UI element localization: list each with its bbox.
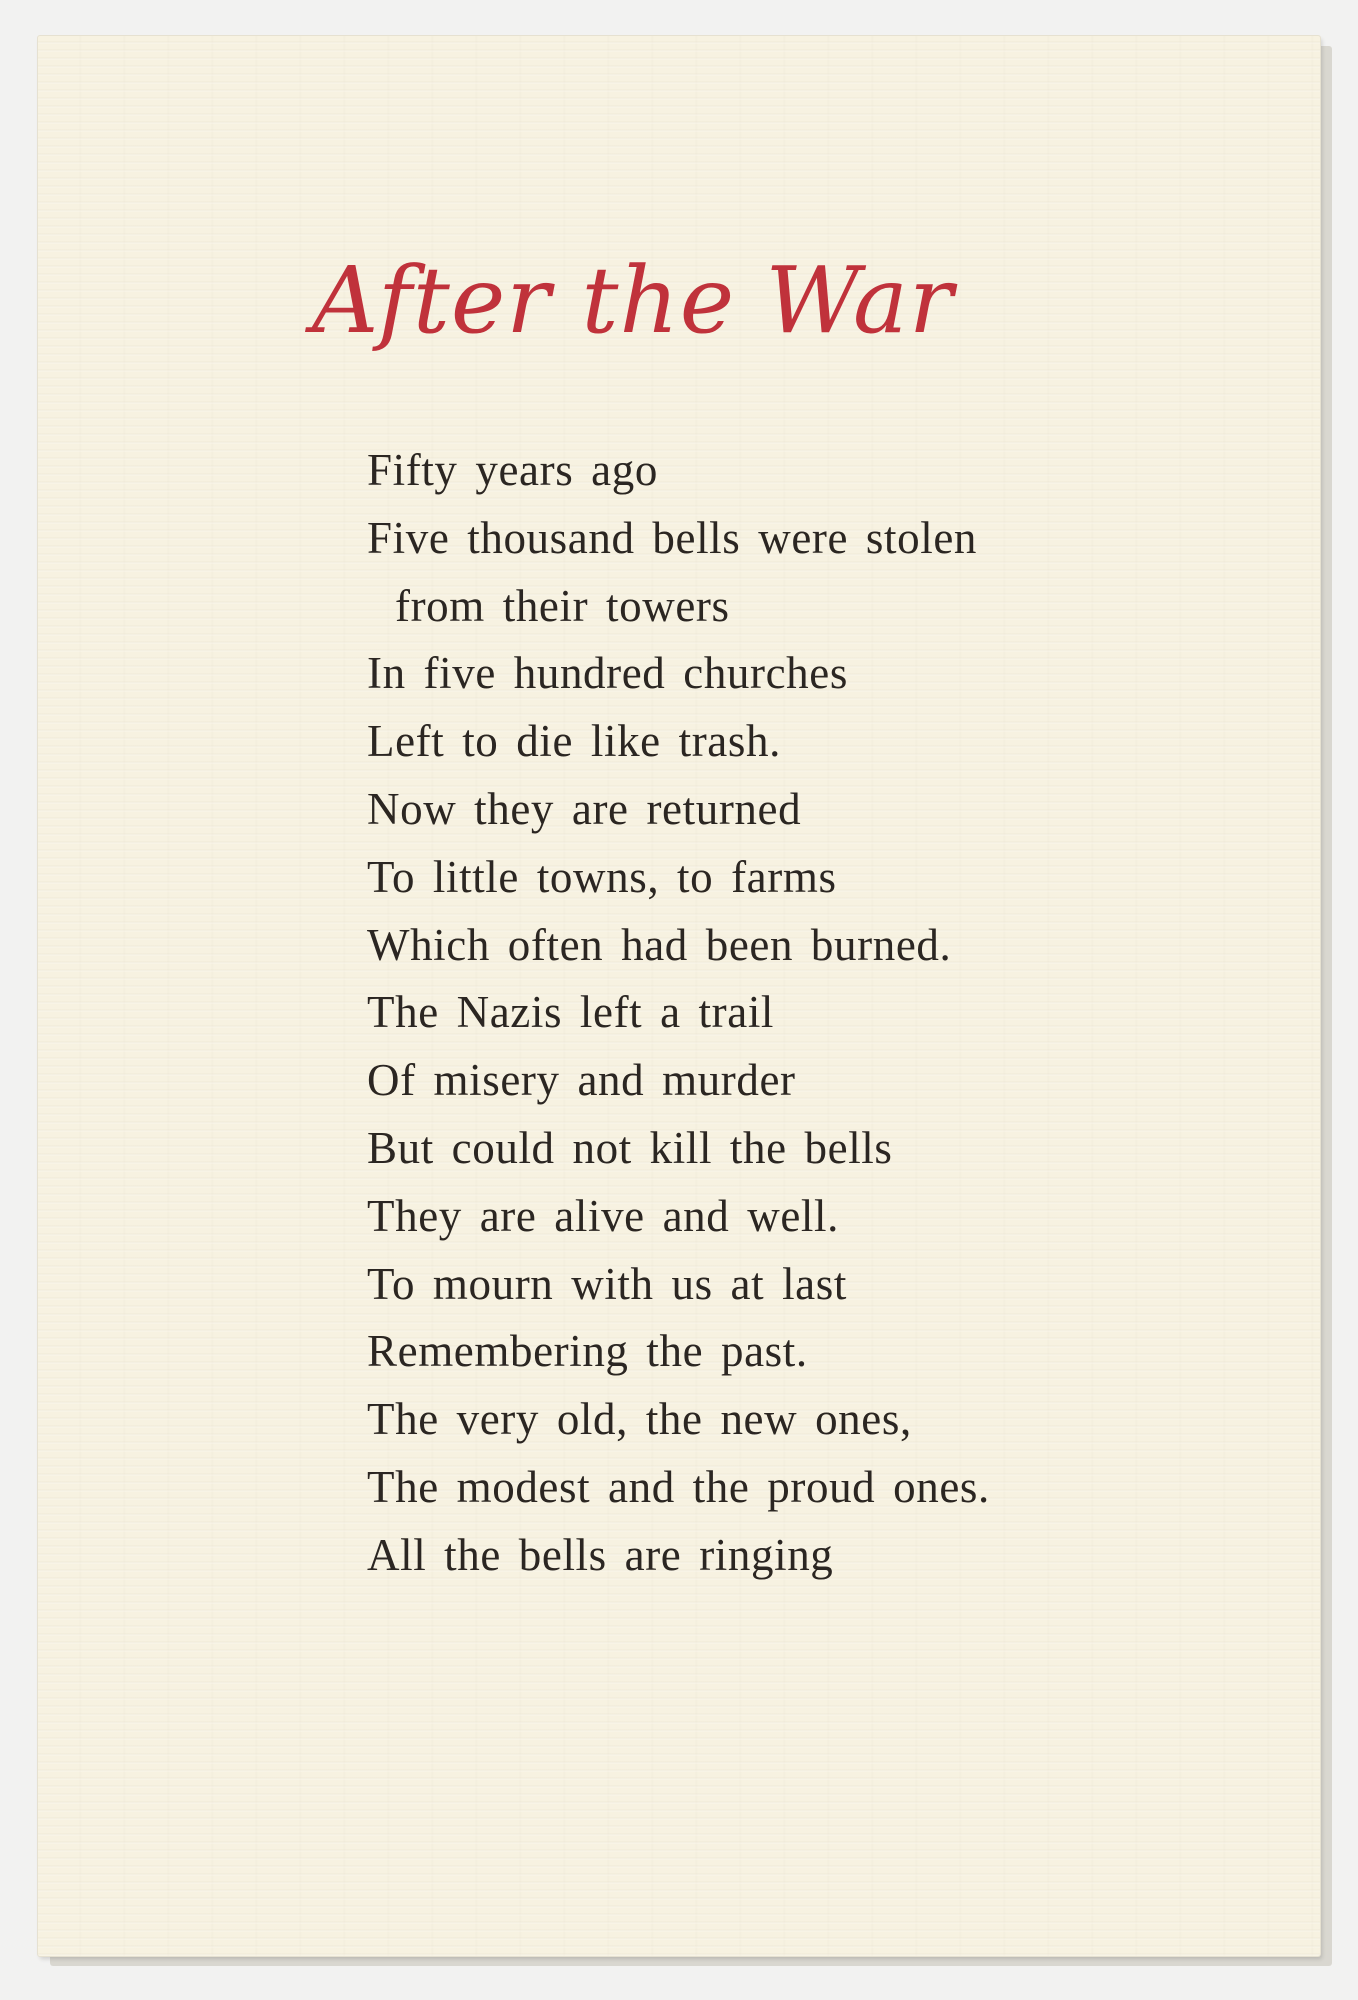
poem-line: Fifty years ago — [367, 445, 658, 495]
poem-line: But could not kill the bells — [367, 1122, 893, 1173]
poem-line: The very old, the new ones, — [367, 1394, 912, 1445]
poem-title: After the War — [312, 247, 954, 354]
poem-line: from their towers — [395, 580, 730, 631]
poem-line: Remembering the past. — [367, 1326, 808, 1377]
poem-body — [367, 437, 990, 1590]
poem-line: In five hundred churches — [367, 648, 848, 699]
poem-line: Five thousand bells were stolen — [367, 512, 977, 563]
poem-line: Left to die like trash. — [367, 716, 781, 767]
poem-line: They are alive and well. — [367, 1190, 839, 1241]
poem-line: To little towns, to farms — [367, 851, 837, 902]
poem-line: Of misery and murder — [367, 1055, 796, 1106]
poem-line: All the bells are ringing — [367, 1529, 834, 1580]
poem-line: Now they are returned — [367, 783, 802, 834]
poem-line: To mourn with us at last — [367, 1258, 847, 1309]
poem-line: The modest and the proud ones. — [367, 1461, 990, 1512]
poem-line: Which often had been burned. — [367, 919, 952, 970]
poem-line: The Nazis left a trail — [367, 987, 775, 1038]
